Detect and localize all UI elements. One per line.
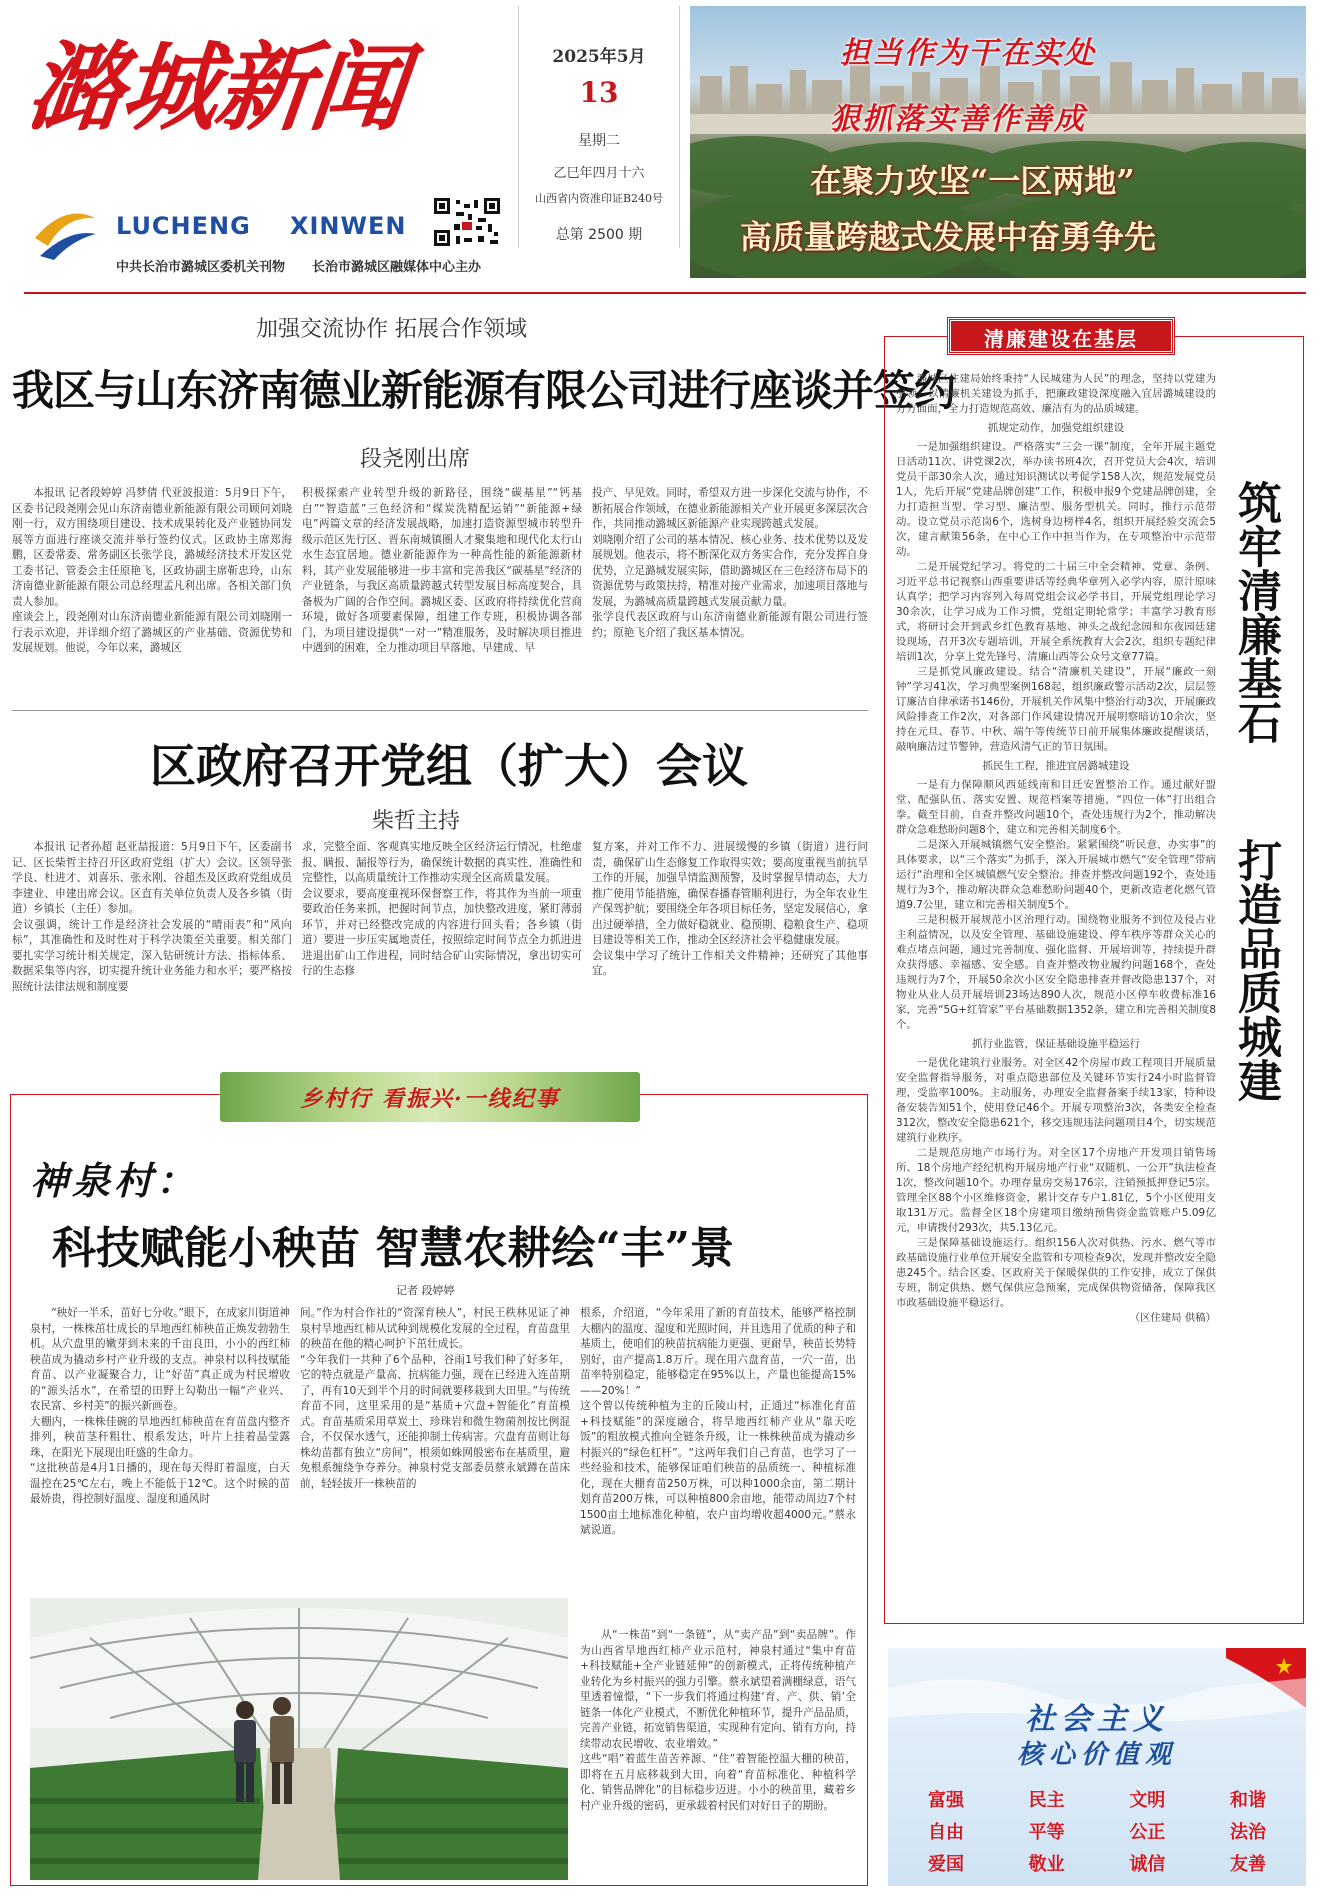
value-item: 友善 <box>1229 1854 1266 1875</box>
article1-headline: 我区与山东济南德业新能源有限公司进行座谈并签约 <box>12 366 956 415</box>
article2-col1: 本报讯 记者孙超 赵亚喆报道：5月9日下午，区委副书记、区长柴哲主持召开区政府党组（扩大）会议。区领导张学良、杜进才、刘喜乐、张永刚、谷超杰及区政府党组成员李建业、申建出席会议。区直有关单位负责人及各乡镇（街道）乡镇长（主任）参加。 会议强调，统计工作是经济社会发展的“晴雨表”和“风向标”，其准确性和及时性对于科学决策至关重要。相关部门要扎实学习统计相关规定，深入钻研统计方法、指标体系、数据采集等内容，切实提升统计业务能力和水平；要严格按照统计法律法规和制度要 <box>12 841 292 993</box>
greenhouse-image <box>30 1598 568 1880</box>
poster-row3 <box>928 1850 1266 1876</box>
sidebar-vertical-title2: 打造品质城建 <box>1230 838 1281 1102</box>
sidebar-para2: 二是开展党纪学习。将党的二十届三中全会精神、党章、条例、习近平总书记视察山西重要讲话等经典华章列入必学内容，原汁原味认真学；把学习内容列入每周党组会议必学书目，开展党组理论学习30余次，让学习成为工作习惯，党组定期轮常学；丰富学习教育形式，将研讨会开到武乡红色教育基地、神头之战纪念园和东夜园廷建设现场，召开3次专题培训，开展全系统教育大会2次，组织专题纪律培训1次，分享上党先锋号、清廉山西等公众号文章77篇。 <box>896 561 1216 663</box>
sidebar-para3: 三是抓党风廉政建设。结合“清廉机关建设”，开展“廉政一刻钟”学习41次，学习典型案例168起，组织廉政警示活动2次，层层签订廉洁自律承诺书146份，开展机关作风集中整治行动3次，开展廉政风险排查工作2次，对各部门作风建设情况开展明察暗访10余次，坚持在元旦、春节、中秋、端午等传统节日前开展集体廉政提醒谈话，敲响廉洁过节警钟，营造风清气正的节日氛围。 <box>896 666 1216 753</box>
article1-rule <box>12 710 868 711</box>
banner-line1: 担当作为干在实处 <box>840 36 1096 71</box>
article3-column-banner <box>220 1072 640 1122</box>
value-item: 自由 <box>928 1822 964 1843</box>
core-values-poster <box>888 1648 1306 1886</box>
article2-subhead: 柴哲主持 <box>372 809 461 834</box>
sidebar-credit: （区住建局 供稿） <box>1129 1312 1216 1324</box>
sidebar-subhead3: 抓行业监管，保证基础设施平稳运行 <box>972 1038 1140 1050</box>
value-item: 民主 <box>1028 1790 1065 1811</box>
value-item: 公正 <box>1129 1822 1166 1843</box>
poster-title1: 社会主义 <box>1025 1702 1169 1737</box>
greenhouse-photo <box>30 1598 568 1880</box>
value-item: 富强 <box>928 1790 964 1811</box>
value-item: 诚信 <box>1129 1854 1166 1875</box>
article1-col3: 投产、早见效。同时，希望双方进一步深化交流与协作，不断拓展合作领域，在德业新能源相关产业开展更多深层次合作，共同推动潞城区新能源产业实现跨越式发展。 刘晓刚介绍了公司的基本情况、核心业务、技术优势以及发展规划。他表示，将不断深化双方务实合作，充分发挥自身优势，立足潞城发展实际，借助潞城区在三色经济布局下的资源优势与政策扶持，精准对接产业需求，加速项目落地与发展，为潞城高质量跨越式发展贡献力量。 张学良代表区政府与山东济南德业新能源有限公司进行签约；原艳飞介绍了我区基本情况。 <box>592 487 868 639</box>
sidebar-subhead2: 抓民生工程，推进宜居潞城建设 <box>982 760 1130 772</box>
sidebar-intro: 潞城区住建局始终秉持“人民城建为人民”的理念，坚持以党建为引领，以清廉机关建设为抓手，把廉政建设深度融入宜居潞城建设的方方面面，全力打造规范高效、廉洁有为的品质城建。 <box>896 373 1216 415</box>
sponsor-right: 长治市潞城区融媒体中心主办 <box>312 260 482 275</box>
value-item: 平等 <box>1028 1822 1065 1843</box>
weekday: 星期二 <box>578 133 620 149</box>
banner-line4: 高质量跨越式发展中奋勇争先 <box>740 218 1157 256</box>
poster-title2: 核心价值观 <box>1016 1740 1177 1770</box>
article1-kicker: 加强交流协作 拓展合作领域 <box>256 317 527 342</box>
value-item: 法治 <box>1229 1822 1266 1843</box>
sidebar-para6: 三是积极开展规范小区治理行动。围绕物业服务不到位及侵占业主利益情况，以及安全管理、基础设施建设、停车秩序等群众关心的难点堵点问题，通过完善制度、强化监督、开展培训等，持续提升群众获得感、幸福感、安全感。自查并整改物业履约问题168个，查处违规行为7个，开展50余次小区安全隐患排查并督改隐患137个，对物业从业人员开展培训23场达890人次，规范小区停车收费标准16家，完善“5G+红管家”平台基础数据1352条，建立和完善相关制度8个。 <box>896 914 1216 1031</box>
article2-col2: 求，完整全面、客观真实地反映全区经济运行情况，杜绝虚报、瞒报、漏报等行为，确保统计数据的真实性、准确性和完整性，以高质量统计工作推动实现全区高质量发展。 会议要求，要高度重视环保督察工作，将其作为当前一项重要政治任务来抓，把握时间节点，加快整改进度，紧盯薄弱环节，并对已经整改完成的内容进行回头看；各乡镇（街道）要进一步压实属地责任，按照综定时间节点全力抓进进进退出矿山工作进程，同时结合矿山实际情况，拿出切实可行的生态修 <box>302 841 582 977</box>
sidebar-subhead1: 抓规定动作，加强党组织建设 <box>987 422 1125 434</box>
article3-byline: 记者 段婷婷 <box>396 1284 455 1297</box>
pinyin-left: LUCHENG <box>116 212 251 240</box>
issue-number: 总第 2500 期 <box>555 227 643 243</box>
article2-headline: 区政府召开党组（扩大）会议 <box>150 739 748 793</box>
sidebar-para1: 一是加强组织建设。严格落实“三会一课”制度，全年开展主题党日活动11次、讲党课2次，举办读书班4次，召开党员大会4次，培训党员干部30余人次，通过知识测试以考促学158人次，规范发展党员1人，先后开展“党建品牌创建”工作，积极申报9个党建品牌创建，全力打造担当型、学习型、廉洁型、服务型机关。同时，推行示范带动。设立党员示范岗6个，选树身边榜样4名，组织开展经验交流会5次，建言献策56条，在中心工作中担当作为，在专项整治中示范带动。 <box>896 441 1216 558</box>
article3-title-prefix: 神泉村： <box>30 1158 199 1203</box>
poster-row2 <box>928 1818 1266 1844</box>
banner-line2: 狠抓落实善作善成 <box>830 102 1086 137</box>
article2-col3: 复方案，并对工作不力、进展缓慢的乡镇（街道）进行问责，确保矿山生态修复工作取得实效；要高度重视当前抗旱工作的开展，加强旱情监测预警，及时掌握旱情动态，大力推广使用节能措施，确保春播春管顺利进行，为全年农业生产保驾护航；要围绕全年各项目标任务，坚定发展信心，拿出过硬举措，全力做好稳就业、稳预期、稳粮食生产、稳项目建设等相关工作，推动全区经济社会平稳健康发展。 会议集中学习了统计工作相关文件精神；还研究了其他事宜。 <box>592 841 868 977</box>
article3-col2: 间。”作为村合作社的“资深育秧人”，村民王秩林见证了神泉村旱地西红柿从试种到规模化发展的全过程，育苗盘里的秧苗在他的精心呵护下茁壮成长。 “今年我们一共种了6个品种，谷雨1号我们种了好多年，它的特点就是产量高、抗病能力强，现在已经进入连苗期了，再有10天到半个月的时间就要移栽到大田里。”与传统育苗不同，这里采用的是“基质+穴盘+智能化”育苗模式。育苗基质采用草炭土、珍珠岩和微生物菌剂按比例混合，不仅保水透气，还能抑制土传病害。穴盘育苗则让每株幼苗都有独立“房间”，根须如蛛网般密布在基质里，避免根系缠绕争夺养分。神泉村党支部委员蔡永斌蹲在苗床前，轻轻拔开一株秧苗的 <box>300 1307 570 1490</box>
article1-col1: 本报讯 记者段婷婷 冯梦倩 代亚波报道：5月9日下午，区委书记段尧刚会见山东济南德业新能源有限公司顾问刘晓刚一行，双方围绕项目建设、技术成果转化及产业链协同发展等方面进行座谈交流并举行签约仪式。区政协主席郑海鹏，区委常委、常务副区长张学良，潞城经济技术开发区党工委书记、管委会主任原艳飞，区政协副主席靳忠玲，山东济南德业新能源有限公司总经理孟凡利出席。各相关部门负责人参加。 座谈会上，段尧刚对山东济南德业新能源有限公司刘晓刚一行表示欢迎，并详细介绍了潞城区的产业基础、资源优势和发展规划。他说，今年以来，潞城区 <box>12 487 292 654</box>
article3-column-banner-text: 乡村行 看振兴·一线纪事 <box>300 1086 560 1112</box>
article1-subhead: 段尧刚出席 <box>360 447 471 472</box>
sidebar-para5: 二是深入开展城镇燃气安全整治。紧紧围绕“听民意，办实事”的具体要求，以“三个落实”为抓手，深入开展城市燃气“安全管理”带病运行“治理和全区城镇燃气安全整治。排查并整改问题192个，查处违规行为3个，推动解决群众急难愁盼问题40个，更新改造老化燃气管道9.7公里，建立和完善相关制度5个。 <box>896 839 1216 911</box>
article3-col1: “秧好一半禾，苗好七分收。”眼下，在成家川街道神泉村，一株株茁壮成长的旱地西红柿秧苗正焕发勃勃生机。从穴盘里的嫩芽到未来的千亩良田，小小的西红柿秧苗成为撬动乡村产业升级的支点。神泉村以科技赋能育苗、以产业凝聚合力，让“好苗”真正成为村民增收的“源头活水”，在希望的田野上勾勒出一幅“产业兴、农民富、乡村美”的振兴新画卷。 大棚内，一株株佳碗的旱地西红柿秧苗在育苗盘内整齐排列，秧苗茎秆粗壮、根系发达，叶片上挂着晶莹露珠，在阳光下展现出旺盛的生命力。 “这批秧苗是4月1日播的，现在每天得盯着温度，白天温控在25℃左右，晚上不能低于12℃。这个时候的苗最娇贵，得控制好温度、湿度和通风时 <box>30 1307 290 1505</box>
date-box <box>518 6 680 248</box>
sidebar-para8: 二是规范房地产市场行为。对全区17个房地产开发项目销售场所、18个房地产经纪机构开展房地产行业“双随机、一公开”执法检查1次，整改问题10个。办理存量房交易176宗，注销预抵押登记5宗。管理全区88个小区维修资金，累计交存专户1.81亿，5个小区使用支取131万元。监督全区18个房建项目缴纳预售资金监管账户5.09亿元，申请拨付293次，共5.13亿元。 <box>896 1147 1216 1234</box>
article1-col2: 积极探索产业转型升级的新路径，围绕“碳基星”“钙基白”“智造蓝”三色经济和“煤炭洗精配运销”“新能源+绿电”两篇文章的经济发展战略，加速打造资源型城市转型升级示范区先行区、晋东南城镇圈人才聚集地和现代化太行山水生态宜居地。德业新能源作为一种高性能的新能源新材料，其产业发展能够进一步丰富和完善我区“碳基星”经济的产业链条，与我区高质量跨越式转型发展目标高度契合，具备极为广阔的合作空间。潞城区委、区政府将持续优化营商环境，做好各项要素保障，组建工作专班，积极协调各部门，为项目建设提供“一对一”精准服务，及时解决项目推进中遇到的困难，全力推动项目早落地、早建成、早 <box>302 487 582 654</box>
permit-number: 山西省内资准印证B240号 <box>534 192 664 205</box>
date-day: 13 <box>579 76 619 109</box>
value-item: 敬业 <box>1028 1854 1065 1875</box>
article3-col3b: 从“一株苗”到“一条链”，从“卖产品”到“卖品牌”。作为山西省旱地西红柿产业示范村，神泉村通过“集中育苗+科技赋能+全产业链延伸”的创新模式，正将传统种植产业转化为乡村振兴的强力引擎。蔡永斌望着满棚绿意，语气里透着憧憬，“下一步我们将通过构建‘育、产、供、销’全链条一体化产业模式，不断优化种植环节，提升产品品质，完善产业链，拓宽销售渠道，实现种有定向、销有方向，持续带动农民增收、农业增效。” 这些“唱”着蓝生苗苦养源、“住”着智能控温大棚的秧苗，即将在五月底移栽到大田，向着“育苗标准化、种植科学化、销售品牌化”的目标稳步迈进。小小的秧苗里，藏着乡村产业升级的密码，更承载着村民们对好日子的期盼。 <box>580 1629 856 1812</box>
masthead-title: 潞城新闻 <box>22 31 410 144</box>
lunar-date: 乙巳年四月十六 <box>553 166 645 181</box>
banner-photo <box>690 6 1306 278</box>
article3-headline: 科技赋能小秧苗 智慧农耕绘“丰”景 <box>52 1223 734 1274</box>
sponsor-left: 中共长治市潞城区委机关刊物 <box>116 260 286 275</box>
sidebar-para7: 一是优化建筑行业服务。对全区42个房屋市政工程项目开展质量安全监督指导服务，对重点隐患部位及关键环节实行24小时监督管理，受监率100%。主动服务，办理安全监督备案手续13家，特种设备安装告知51个，使用登记46个。开展专项整治3次，各类安全检查312次，整改安全隐患621个，移交违规违法问题项目4个，切实规范建筑行业秩序。 <box>896 1057 1216 1144</box>
date-year-month: 2025年5月 <box>552 47 646 67</box>
value-item: 爱国 <box>928 1854 964 1875</box>
sidebar-header <box>948 318 1174 354</box>
masthead-rule <box>24 292 1306 294</box>
sidebar-vertical-title1: 筑牢清廉基石 <box>1230 480 1281 744</box>
logo-icon <box>30 198 100 268</box>
poster-row1 <box>928 1786 1266 1812</box>
sidebar-para9: 三是保障基础设施运行。组织156人次对供热、污水、燃气等市政基础设施行业单位开展安全监管和专项检查9次，发现并整改安全隐患245个。结合区委、区政府关于保暖保供的工作安排，成立了保供专班，制定供热、燃气保供应急预案，完成保供物资储备，保障我区市政基础设施平稳运行。 <box>896 1237 1216 1309</box>
banner-line3: 在聚力攻坚“一区两地” <box>810 162 1135 200</box>
sidebar-para4: 一是有力保障顺风西延线南和目迁安置整治工作。通过献好盟堂、配强队伍、落实安置、规范档案等措施，“四位一体”打出组合拳。截至目前，自查并整改问题10个，查处违规行为2个，推动解决群众急难愁盼问题8个，建立和完善相关制度6个。 <box>896 779 1216 836</box>
sidebar-content <box>896 372 1216 1616</box>
article3-col3a: 根系，介绍道，“今年采用了新的育苗技术，能够严格控制大棚内的温度、湿度和光照时间，并且选用了优质的种子和基质土，使咱们的秧苗抗病能力更强、更耐旱，秧苗长势特别好，亩产提高1.8万斤。现在用六盘育苗，一穴一苗，出苗率特别稳定，能够稳定在95%以上，产量也能提高15%——20%！” 这个曾以传统种植为主的丘陵山村，正通过“标准化育苗+科技赋能”的深度融合，将旱地西红柿产业从“靠天吃饭”的粗放模式推向全链条升级，让一株株秧苗成为撬动乡村振兴的“绿色杠杆”。“这两年我们自己育苗，也学习了一些经验和技术，能够保证咱们秧苗的品质统一、种植标准化，现在大棚育苗250万株，可以种1000余亩，第二期计划育苗200万株，可以种植800余亩地，能带动周边7个村1500亩土地标准化种植，农户亩均增收超4000元。”蔡永斌说道。 <box>580 1307 856 1536</box>
pinyin-right: XINWEN <box>290 212 407 240</box>
value-item: 文明 <box>1129 1790 1166 1811</box>
sidebar-header-text: 清廉建设在基层 <box>984 327 1138 351</box>
qr-code-icon <box>432 196 502 248</box>
value-item: 和谐 <box>1229 1790 1266 1811</box>
